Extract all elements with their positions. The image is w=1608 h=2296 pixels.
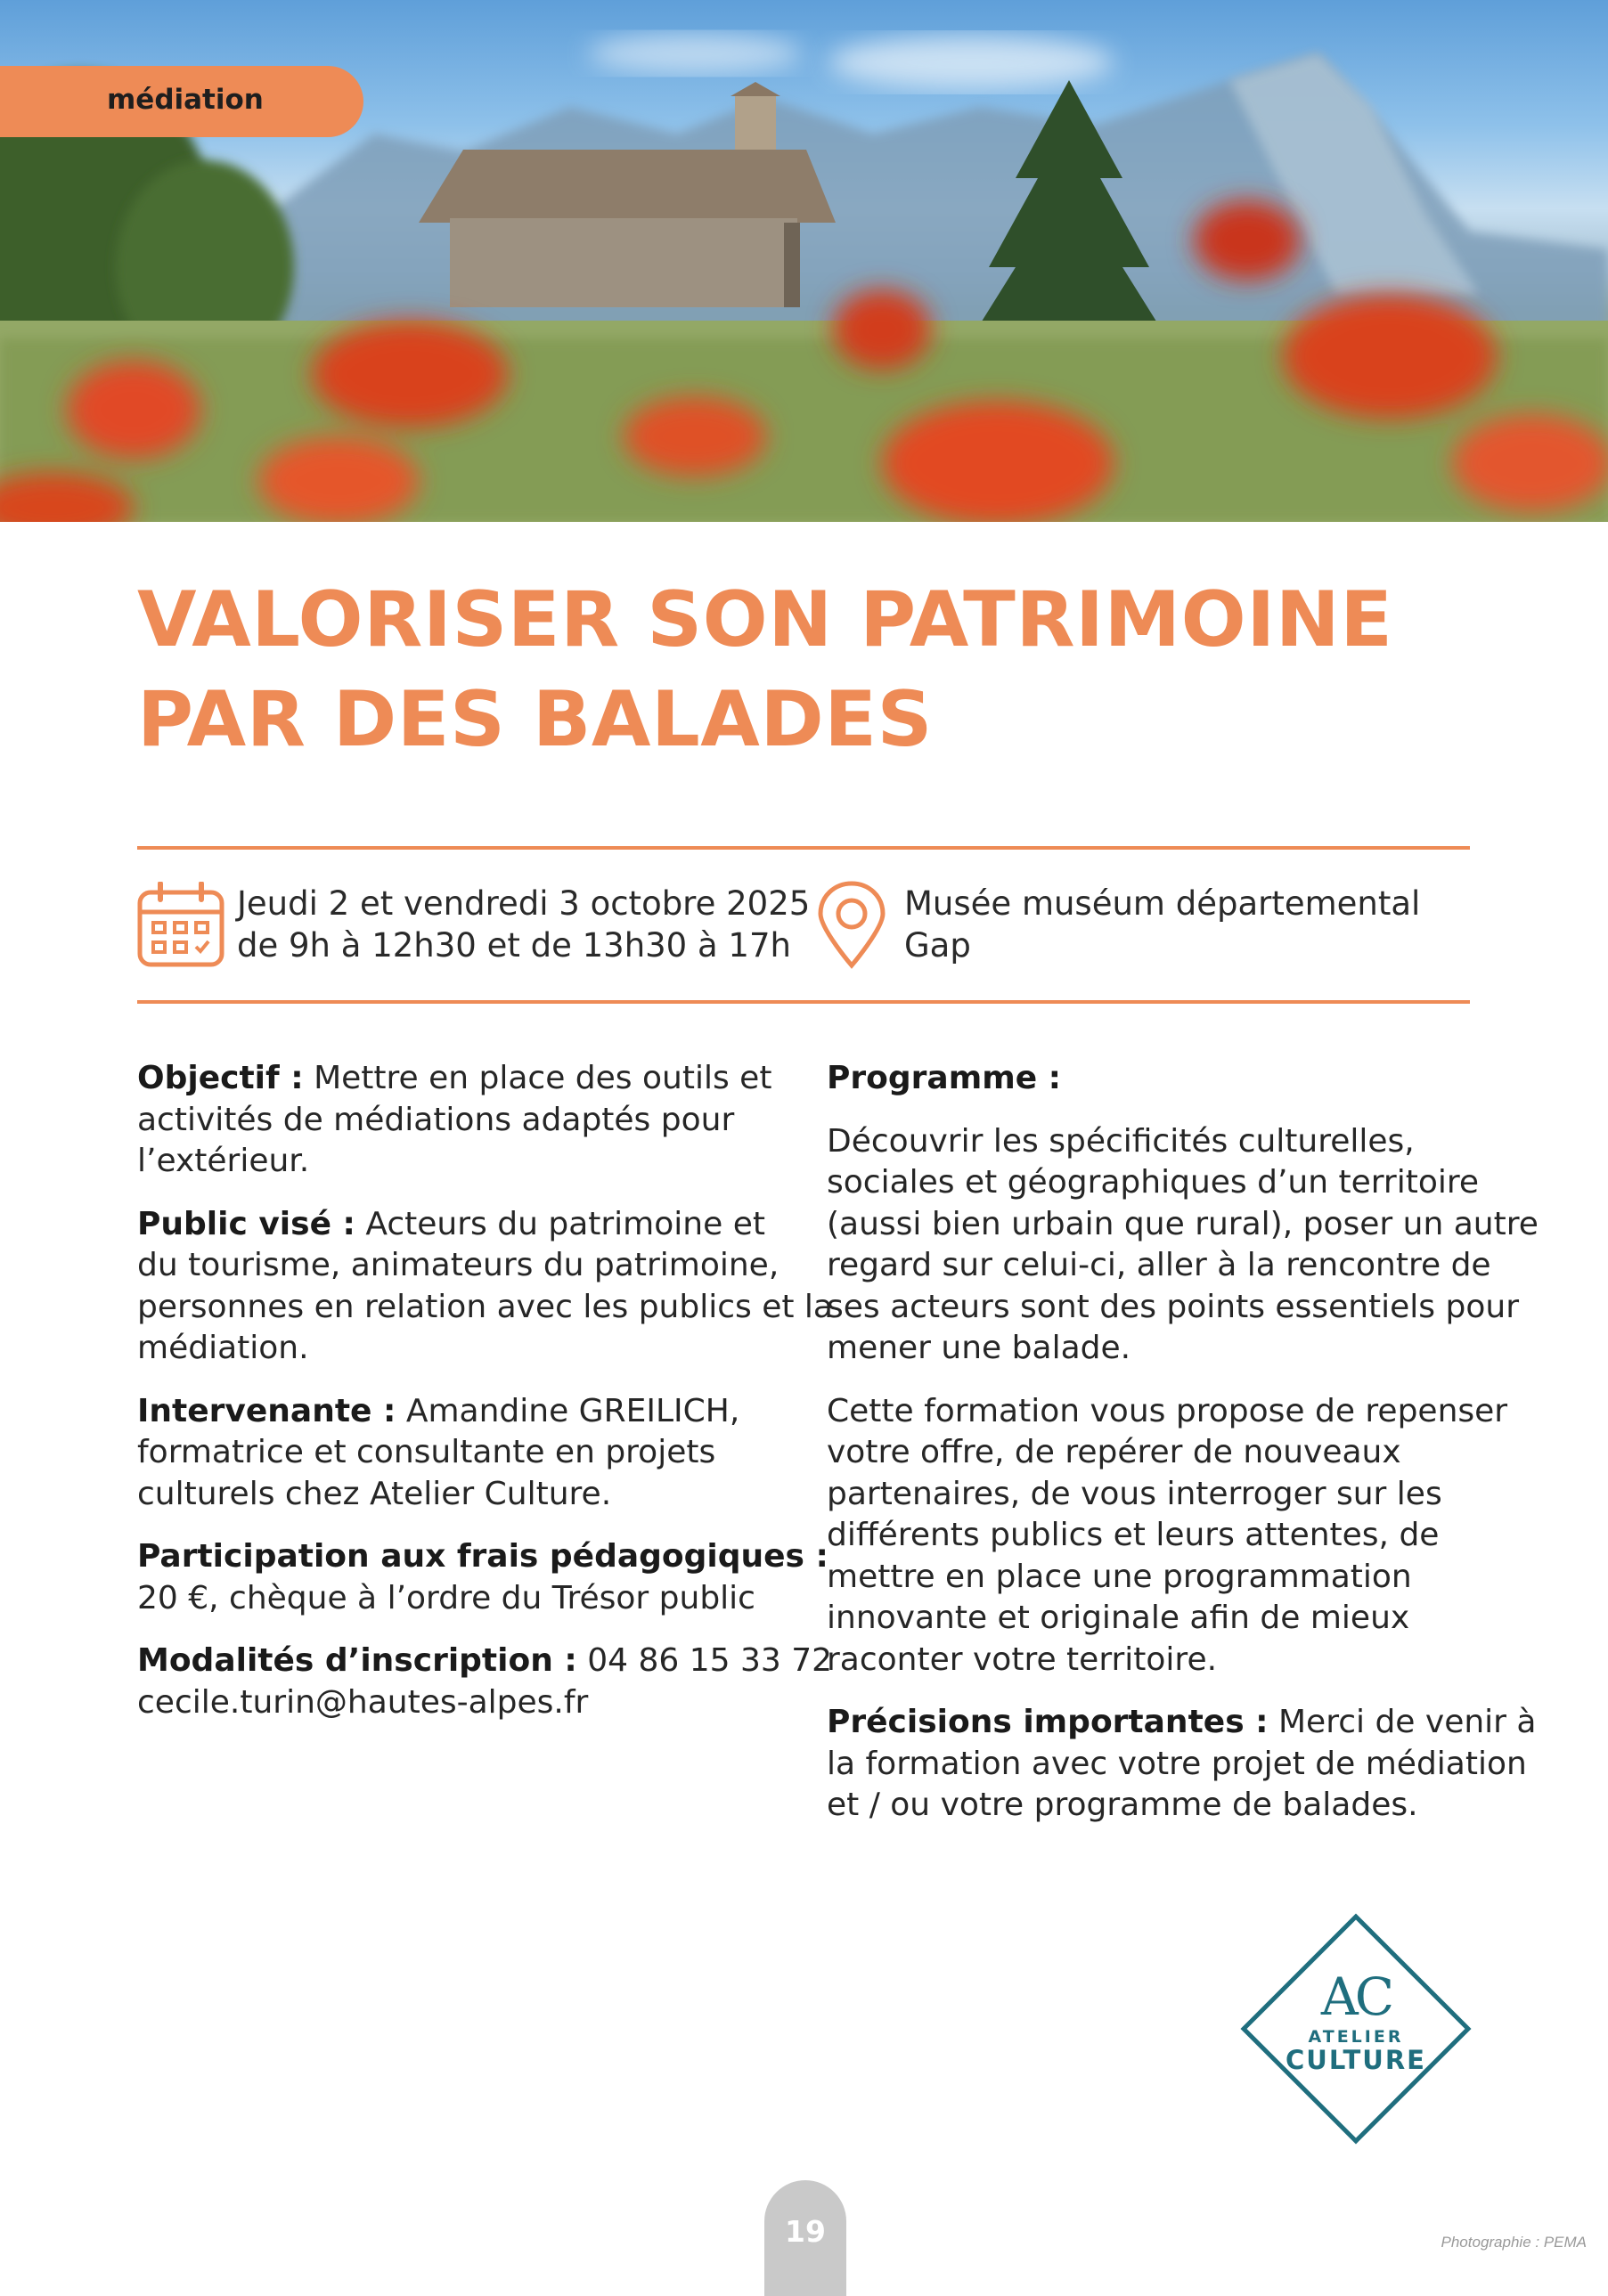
programme-text: innovante et originale afin de mieux (827, 1600, 1410, 1636)
public-paragraph (137, 1204, 833, 1370)
precisions-label: Précisions importantes : (827, 1704, 1269, 1740)
precisions-paragraph (827, 1702, 1537, 1827)
logo-monogram: AC (1320, 1966, 1392, 2027)
modalites-label: Modalités d’inscription : (137, 1642, 577, 1679)
objectif-paragraph (137, 1058, 779, 1183)
public-text: du tourisme, animateurs du patrimoine, (137, 1247, 780, 1283)
programme-text: Découvrir les spécificités culturelles, (827, 1122, 1415, 1160)
title-line-1: VALORISER SON PATRIMOINE (137, 575, 1393, 664)
event-location-venue: Musée muséum départemental (904, 884, 1421, 923)
programme-text: votre offre, de repérer de nouveaux (827, 1434, 1401, 1470)
programme-text: mettre en place une programmation (827, 1558, 1412, 1595)
section-tag (0, 66, 363, 137)
event-location-city: Gap (904, 926, 971, 965)
modalites-paragraph (137, 1641, 833, 1723)
page-number: 19 (785, 2214, 826, 2249)
event-date-days: Jeudi 2 et vendredi 3 octobre 2025 (237, 884, 811, 923)
programme-text: sociales et géographiques d’un territoire (827, 1164, 1480, 1201)
section-tag-label: médiation (107, 84, 264, 116)
intervenante-text: culturels chez Atelier Culture. (137, 1475, 612, 1512)
info-top-divider (137, 846, 1470, 850)
logo-line-1: ATELIER (1308, 2027, 1404, 2047)
public-text: personnes en relation avec les publics et la (137, 1288, 833, 1325)
public-text: médiation. (137, 1330, 309, 1366)
event-date (237, 883, 810, 966)
intervenante-text: formatrice et consultante en projets (137, 1434, 716, 1470)
public-text: Acteurs du patrimoine et (365, 1205, 765, 1242)
details-column (137, 1058, 833, 1745)
event-date-hours: de 9h à 12h30 et de 13h30 à 17h (237, 926, 791, 965)
calendar-icon (137, 882, 224, 967)
event-location (904, 883, 1420, 966)
precisions-text: Merci de venir à (1278, 1704, 1537, 1740)
precisions-text: la formation avec votre projet de médiation (827, 1745, 1527, 1782)
programme-text: ses acteurs sont des points essentiels pour (827, 1288, 1519, 1325)
participation-label: Participation aux frais pédagogiques : (137, 1538, 828, 1575)
programme-text: partenaires, de vous interroger sur les (827, 1475, 1442, 1512)
intervenante-text: Amandine GREILICH, (405, 1392, 740, 1429)
precisions-text: et / ou votre programme de balades. (827, 1787, 1418, 1823)
programme-label: Programme : (827, 1060, 1062, 1096)
programme-text: raconter votre territoire. (827, 1641, 1218, 1678)
phone-number: 04 86 15 33 72 (587, 1642, 833, 1679)
title-line-2: PAR DES BALADES (137, 675, 933, 764)
page-number-tab (764, 2180, 846, 2296)
photo-credit: Photographie : PEMA (1441, 2234, 1587, 2251)
objectif-text: l’extérieur. (137, 1143, 310, 1179)
programme-text: mener une balade. (827, 1330, 1131, 1366)
programme-paragraph-1 (827, 1121, 1539, 1370)
programme-heading-paragraph (827, 1058, 1504, 1100)
logo-line-2: CULTURE (1286, 2045, 1426, 2075)
programme-text: Cette formation vous propose de repenser (827, 1392, 1508, 1429)
hero-photo (0, 0, 1608, 522)
participation-text: 20 €, chèque à l’ordre du Trésor public (137, 1579, 755, 1616)
map-pin-icon (816, 880, 887, 969)
page-title (137, 570, 1473, 769)
intervenante-paragraph (137, 1391, 779, 1516)
intervenante-label: Intervenante : (137, 1392, 396, 1429)
objectif-text: Mettre en place des outils et (314, 1060, 772, 1096)
programme-column (827, 1058, 1539, 1848)
participation-paragraph (137, 1536, 828, 1619)
programme-text: (aussi bien urbain que rural), poser un autre (827, 1205, 1539, 1242)
programme-text: différents publics et leurs attentes, de (827, 1517, 1440, 1553)
public-label: Public visé : (137, 1205, 355, 1242)
info-bottom-divider (137, 1000, 1470, 1004)
objectif-label: Objectif : (137, 1060, 304, 1096)
programme-paragraph-2 (827, 1391, 1508, 1681)
contact-email[interactable]: cecile.turin@hautes-alpes.fr (137, 1683, 589, 1721)
programme-text: regard sur celui-ci, aller à la rencontre de (827, 1247, 1491, 1283)
atelier-culture-logo (1240, 1913, 1472, 2145)
objectif-text: activités de médiations adaptés pour (137, 1101, 735, 1138)
